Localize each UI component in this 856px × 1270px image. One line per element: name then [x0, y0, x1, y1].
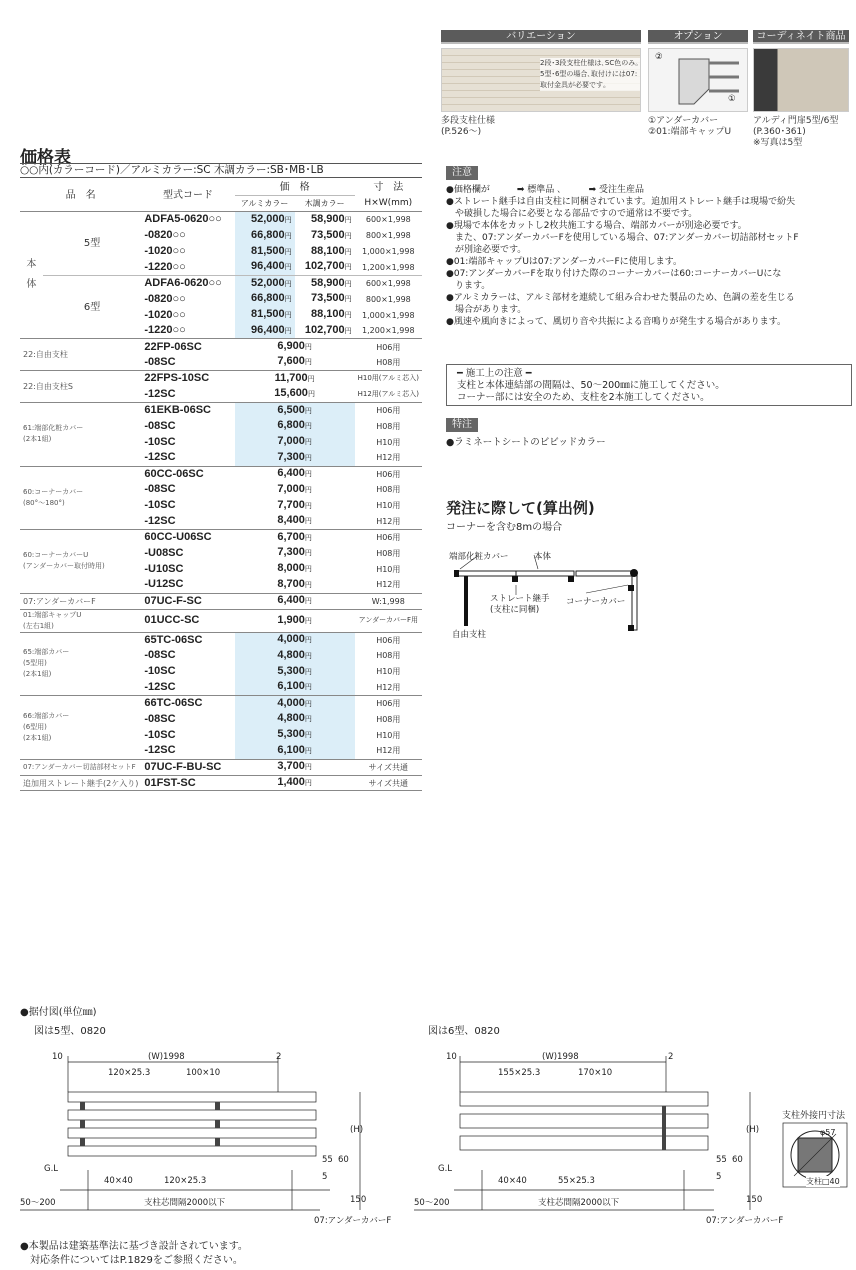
size-value: H10用 — [376, 667, 401, 677]
price-common: 6,700円 — [235, 530, 355, 546]
price-wood: 102,700円 — [304, 260, 352, 273]
right-gl: G.L — [438, 1164, 453, 1174]
table-row — [20, 593, 422, 609]
price-subtitle: ○○内(カラーコード)／アルミカラー:SC 木調カラー:SB･MB･LB — [20, 163, 422, 178]
right-dim-w: (W)1998 — [542, 1052, 579, 1062]
size-value: 800×1,998 — [365, 231, 411, 241]
product-code: -10SC — [144, 435, 176, 448]
product-code: 22FPS-10SC — [141, 371, 234, 387]
left-under: 07:アンダーカバーF — [314, 1216, 392, 1226]
order-label-end-cover: 端部化粧カバー — [449, 552, 509, 562]
price-common: 6,400円 — [235, 466, 355, 482]
product-code: 07UC-F-SC — [141, 593, 234, 609]
price-alumi: 96,400円 — [235, 323, 295, 339]
price-common: 6,500円 — [235, 402, 355, 418]
price-common: 7,000円 — [277, 482, 312, 495]
size-value: 1,000×1,998 — [362, 310, 415, 320]
item-name: 60:コーナーカバーU (アンダーカバー取付時用) — [20, 530, 141, 594]
left-dim-55: 55 — [322, 1155, 333, 1165]
size-value: H08用 — [376, 485, 401, 495]
product-code: -08SC — [144, 649, 176, 662]
product-code: 60CC-U06SC — [141, 530, 234, 546]
price-common: 8,000円 — [277, 562, 312, 575]
table-row — [20, 759, 422, 775]
product-code: -08SC — [144, 712, 176, 725]
table-row — [20, 339, 422, 355]
price-common: 4,000円 — [235, 632, 355, 648]
price-common: 6,800円 — [235, 418, 355, 434]
product-code: -10SC — [144, 728, 176, 741]
size-value: H08用 — [376, 421, 401, 431]
price-common: 11,700円 — [235, 371, 355, 387]
size-value: H08用 — [376, 548, 401, 558]
caution-item: ●風速や風向きによって、風切り音や共振による音鳴りが発生する場合があります。 — [446, 317, 786, 327]
product-code: -10SC — [144, 665, 176, 678]
price-common: 7,300円 — [235, 450, 355, 466]
price-wood: 73,500円 — [310, 292, 352, 305]
table-row — [20, 609, 422, 632]
price-common: 7,000円 — [235, 434, 355, 450]
right-dim-150: 150 — [746, 1195, 763, 1205]
price-common: 7,300円 — [277, 546, 312, 559]
left-dim-h: (H) — [350, 1125, 364, 1135]
size-value: H08用 — [376, 357, 401, 367]
right-pitch: 支柱芯間隔2000以下 — [538, 1198, 620, 1208]
right-dim-h: (H) — [746, 1125, 760, 1135]
product-code: -1220○○ — [144, 260, 186, 273]
header-wood: 木調カラー — [295, 196, 355, 212]
size-value: 800×1,998 — [365, 294, 411, 304]
caution-item: ●現場で本体をカットし2枚共施工する場合、端部カバーが別途必要です。 また、07:アンダーカバーFを使用している場合、07:アンダーカバー切詰部材セットF が別途必要です。 — [446, 221, 799, 255]
item-name: 22:自由支柱S — [20, 371, 141, 403]
size-value: H06用 — [355, 696, 422, 712]
table-row — [20, 212, 422, 228]
price-common: 4,000円 — [235, 696, 355, 712]
price-common: 7,600円 — [277, 355, 312, 368]
price-alumi: 66,800円 — [235, 228, 295, 244]
left-dim-5: 5 — [322, 1172, 328, 1182]
right-dim-b: 170×10 — [578, 1068, 613, 1078]
size-value: H10用(アルミ芯入) — [355, 371, 422, 387]
caution-box-line-1: 支柱と本体連結部の間隔は、50〜200㎜に施工してください。 — [457, 380, 725, 391]
right-under: 07:アンダーカバーF — [706, 1216, 784, 1226]
product-code: 61EKB-06SC — [141, 402, 234, 418]
feature-tag: 特注 — [446, 418, 478, 432]
table-row — [20, 371, 422, 387]
product-code: -U10SC — [144, 562, 184, 575]
left-gl: G.L — [44, 1164, 59, 1174]
left-pitch: 支柱芯間隔2000以下 — [144, 1198, 226, 1208]
table-row — [20, 696, 422, 712]
price-common: 4,800円 — [235, 648, 355, 664]
header-size-sub: H×W(mm) — [355, 196, 422, 212]
left-dim-a: 120×25.3 — [108, 1068, 151, 1078]
body-label: 本 体 — [20, 212, 43, 339]
size-value: H12用(アルミ芯入) — [357, 389, 419, 398]
price-common: 6,100円 — [235, 680, 355, 696]
product-code: 60CC-06SC — [141, 466, 234, 482]
right-dim-5: 5 — [716, 1172, 722, 1182]
right-range: 50〜200 — [414, 1198, 450, 1208]
item-name: 01:端部キャップU (左右1組) — [20, 609, 141, 632]
product-code: -1020○○ — [144, 245, 186, 257]
price-wood: 58,900円 — [295, 212, 355, 228]
coordinate-image — [753, 48, 849, 112]
footer-line-2: 対応条件についてはP.1829をご参照ください。 — [20, 1255, 243, 1266]
price-alumi: 52,000円 — [235, 275, 295, 291]
order-label-post: 自由支柱 — [452, 630, 487, 640]
table-row — [20, 632, 422, 648]
variation-note: 2段･3段支柱仕様は､SC色のみ｡ 5型･6型の場合､取付けには07: 取付金具が必要です｡ — [540, 59, 639, 89]
right-dim-2: 2 — [668, 1052, 674, 1062]
size-value: H06用 — [355, 339, 422, 355]
price-common: 3,700円 — [235, 759, 355, 775]
size-value: H10用 — [376, 501, 401, 511]
price-common: 6,400円 — [235, 593, 355, 609]
left-dim-w: (W)1998 — [148, 1052, 185, 1062]
product-code: 65TC-06SC — [141, 632, 234, 648]
product-code: -12SC — [144, 451, 176, 464]
right-dim-60: 60 — [732, 1155, 743, 1165]
caution-item: ●07:アンダーカバーFを取り付けた際のコーナーカバーは60:コーナーカバーUにな ります。 — [446, 269, 782, 291]
product-code: -U08SC — [144, 546, 184, 559]
size-value: 1,200×1,998 — [362, 326, 415, 336]
price-common: 1,400円 — [235, 775, 355, 791]
circle-post: 支柱□40 — [806, 1177, 840, 1186]
size-value: 600×1,998 — [355, 212, 422, 228]
size-value: H08用 — [376, 714, 401, 724]
product-code: -0820○○ — [144, 229, 186, 242]
product-code: -08SC — [144, 419, 176, 432]
product-code: -0820○○ — [144, 292, 186, 305]
size-value: H06用 — [355, 466, 422, 482]
model-6-label: 6型 — [43, 275, 142, 339]
product-code: -10SC — [144, 499, 176, 512]
size-value: H08用 — [376, 651, 401, 661]
table-row — [20, 402, 422, 418]
left-range: 50〜200 — [20, 1198, 56, 1208]
option-marker-1: ① — [728, 94, 736, 104]
header-size: 寸 法 — [373, 182, 404, 194]
order-label-body: 本体 — [534, 552, 552, 562]
item-name: 22:自由支柱 — [20, 339, 141, 371]
right-dim-a: 155×25.3 — [498, 1068, 541, 1078]
coordinate-header: コーディネイト商品 — [753, 30, 849, 44]
caution-item: ●ストレート継手は自由支柱に同梱されています。追加用ストレート継手は現場で紛失 や破損した場合に必要となる部品ですので通常は不要です。 — [446, 197, 796, 219]
table-row — [20, 775, 422, 791]
size-value: W:1,998 — [355, 593, 422, 609]
price-alumi: 81,500円 — [235, 244, 295, 260]
price-wood: 73,500円 — [310, 228, 352, 241]
caution-item: ●01:端部キャップUは07:アンダーカバーFに使用します。 — [446, 257, 682, 267]
option-caption: ①アンダーカバー ②01:端部キャップU — [648, 116, 732, 137]
product-code: -08SC — [144, 483, 176, 496]
price-wood: 102,700円 — [304, 323, 352, 336]
size-value: アンダーカバーF用 — [355, 609, 422, 632]
product-code: ADFA5-0620○○ — [141, 212, 234, 228]
price-common: 6,100円 — [235, 743, 355, 759]
variation-header: バリエーション — [441, 30, 641, 44]
install-left-caption: 図は5型、0820 — [34, 1026, 106, 1037]
size-value: H12用 — [376, 682, 401, 692]
product-code: 66TC-06SC — [141, 696, 234, 712]
order-subtitle: コーナーを含む8mの場合 — [446, 522, 563, 533]
price-table — [20, 180, 422, 792]
price-common: 4,800円 — [235, 712, 355, 728]
price-alumi: 52,000円 — [235, 212, 295, 228]
option-marker-2: ② — [655, 52, 663, 62]
left-dim-10: 10 — [52, 1052, 63, 1062]
size-value: H06用 — [355, 632, 422, 648]
model-5-label: 5型 — [43, 212, 142, 276]
option-header: オプション — [648, 30, 748, 44]
left-dim-2: 2 — [276, 1052, 282, 1062]
header-code: 型式コード — [141, 180, 234, 212]
left-dim-p1: 40×40 — [104, 1176, 133, 1186]
size-value: サイズ共通 — [355, 775, 422, 791]
caution-box — [446, 364, 852, 406]
size-value: 1,200×1,998 — [362, 262, 415, 272]
size-value: H10用 — [376, 730, 401, 740]
price-common: 6,900円 — [235, 339, 355, 355]
footer-line-1: ●本製品は建築基準法に基づき設計されています。 — [20, 1241, 248, 1252]
caution-tag: 注意 — [446, 166, 478, 180]
product-code: 01FST-SC — [141, 775, 234, 791]
caution-notes — [446, 184, 851, 328]
size-value: 1,000×1,998 — [362, 247, 415, 256]
left-dim-60: 60 — [338, 1155, 349, 1165]
caution-box-line-2: コーナー部には安全のため、支柱を2本施工してください。 — [457, 392, 710, 403]
size-value: H12用 — [376, 516, 401, 526]
product-code: 07UC-F-BU-SC — [141, 759, 234, 775]
price-wood: 88,100円 — [310, 244, 352, 257]
item-name: 07:アンダーカバーF — [20, 593, 141, 609]
caution-item: ●価格欄が ➡ 標準品 ､ ➡ 受注生産品 — [446, 185, 645, 195]
size-value: H10用 — [376, 437, 401, 447]
item-name: 61:端部化粧カバー (2本1組) — [20, 402, 141, 466]
header-price: 価 格 — [235, 180, 355, 196]
item-name: 65:端部カバー (5型用) (2本1組) — [20, 632, 141, 696]
size-value: H12用 — [376, 453, 401, 463]
price-alumi: 96,400円 — [235, 259, 295, 275]
product-code: -08SC — [144, 355, 176, 368]
price-alumi: 81,500円 — [235, 307, 295, 323]
product-code: -1020○○ — [144, 308, 186, 321]
order-label-corner: コーナーカバー — [566, 597, 626, 607]
coordinate-caption: アルディ門扉5型/6型 (P.360･361) ※写真は5型 — [753, 116, 839, 148]
price-common: 15,600円 — [274, 387, 315, 400]
product-code: -12SC — [144, 387, 176, 400]
caution-item: ●アルミカラーは、アルミ部材を連続して組み合わせた製品のため、色調の差を生じる 場合があります。 — [446, 293, 795, 315]
product-code: -12SC — [144, 744, 176, 757]
price-common: 8,400円 — [277, 514, 312, 527]
right-dim-55: 55 — [716, 1155, 727, 1165]
size-value: H12用 — [376, 580, 401, 590]
price-alumi: 66,800円 — [235, 291, 295, 307]
left-dim-p2: 120×25.3 — [164, 1176, 207, 1186]
product-code: -U12SC — [144, 578, 184, 591]
product-code: -12SC — [144, 514, 176, 527]
right-dim-p2: 55×25.3 — [558, 1176, 595, 1186]
price-common: 7,700円 — [277, 498, 312, 511]
price-title: 価格表 — [20, 148, 71, 168]
right-dim-p1: 40×40 — [498, 1176, 527, 1186]
left-dim-b: 100×10 — [186, 1068, 221, 1078]
circle-dia: φ57 — [820, 1128, 836, 1137]
product-code: 22FP-06SC — [141, 339, 234, 355]
price-wood: 88,100円 — [310, 308, 352, 321]
size-value: H06用 — [355, 402, 422, 418]
leader-corner — [586, 585, 628, 593]
table-row — [20, 530, 422, 546]
right-dim-10: 10 — [446, 1052, 457, 1062]
install-title: ●据付図(単位㎜) — [20, 1007, 97, 1018]
left-dim-150: 150 — [350, 1195, 367, 1205]
price-wood: 58,900円 — [295, 275, 355, 291]
header-alumi: アルミカラー — [235, 196, 295, 212]
variation-caption: 多段支柱仕様 (P.526〜) — [441, 116, 496, 137]
price-common: 5,300円 — [235, 727, 355, 743]
price-common: 1,900円 — [235, 609, 355, 632]
item-name: 66:端部カバー (6型用) (2本1組) — [20, 696, 141, 760]
product-code: ADFA6-0620○○ — [141, 275, 234, 291]
table-header-row — [20, 180, 422, 196]
size-value: 600×1,998 — [355, 275, 422, 291]
table-row — [20, 466, 422, 482]
install-right-caption: 図は6型、0820 — [428, 1026, 500, 1037]
size-value: H10用 — [376, 564, 401, 574]
product-code: 01UCC-SC — [141, 609, 234, 632]
table-row — [20, 275, 422, 291]
order-title: 発注に際して(算出例) — [446, 499, 595, 517]
circle-title: 支柱外接円寸法 — [782, 1111, 846, 1121]
product-code: -1220○○ — [144, 324, 186, 337]
caution-box-title: ━ 施工上の注意 ━ — [457, 368, 532, 379]
item-name: 07:アンダーカバー切詰部材セットF — [20, 759, 141, 775]
price-common: 8,700円 — [277, 577, 312, 590]
feature-text: ●ラミネートシートのビビッドカラー — [446, 437, 606, 448]
size-value: H12用 — [376, 746, 401, 756]
size-value: H06用 — [355, 530, 422, 546]
item-name: 追加用ストレート継手(2ケ入り) — [20, 775, 141, 791]
item-name: 60:コーナーカバー (80°〜180°) — [20, 466, 141, 530]
product-code: -12SC — [144, 680, 176, 693]
order-label-joint: ストレート継手 (支柱に同梱) — [490, 594, 550, 615]
price-common: 5,300円 — [235, 664, 355, 680]
size-value: サイズ共通 — [355, 759, 422, 775]
header-name: 品 名 — [20, 180, 141, 212]
